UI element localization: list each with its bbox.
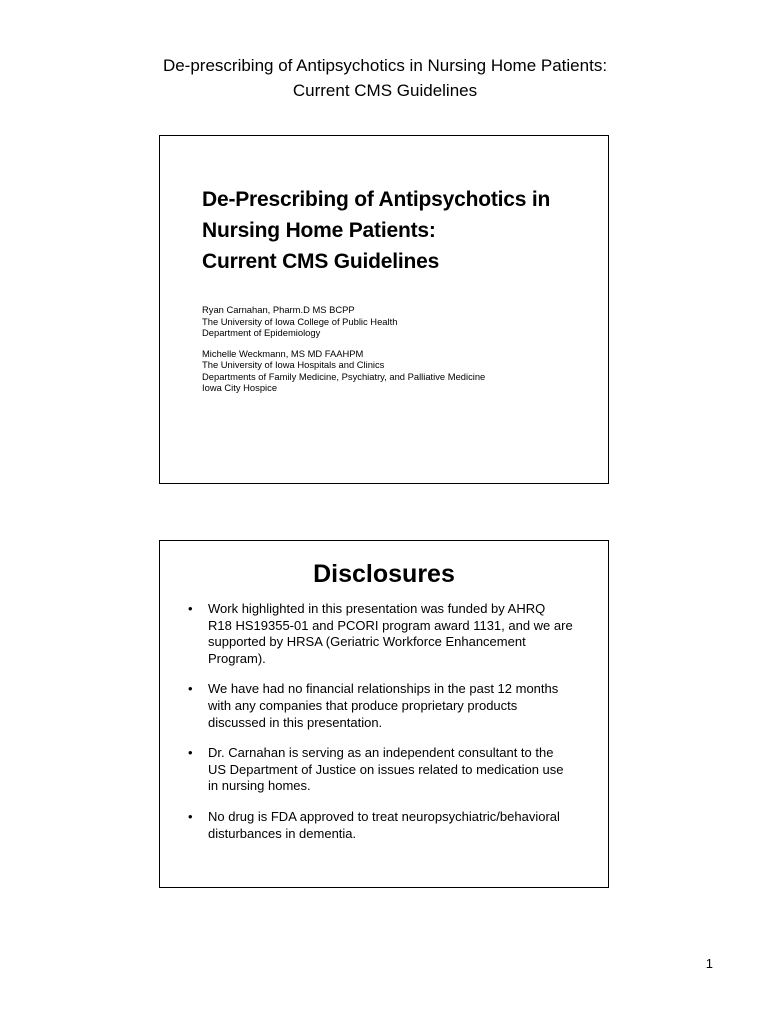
- page-header: [0, 53, 770, 103]
- page-number: 1: [705, 956, 713, 971]
- slide-1-title-line-2: Nursing Home Patients:: [202, 219, 436, 242]
- page-header-line-1: De-prescribing of Antipsychotics in Nursing Home Patients:: [162, 56, 608, 75]
- disclosure-item-4-line-2: disturbances in dementia.: [208, 825, 357, 841]
- disclosure-item-3-line-2: US Department of Justice on issues related to medication use: [208, 761, 564, 777]
- author-2-affiliation-1: The University of Iowa Hospitals and Clinics: [202, 359, 385, 370]
- disclosure-item-2-line-2: with any companies that produce proprietary products: [208, 697, 518, 713]
- author-1-affiliation-1: The University of Iowa College of Public Health: [202, 315, 398, 327]
- bullet-dot-icon: •: [188, 601, 193, 616]
- slide-1-title-line-1: De-Prescribing of Antipsychotics in: [202, 188, 551, 211]
- disclosure-item-1: [188, 601, 598, 667]
- author-1-affiliation-2: Department of Epidemiology: [202, 327, 321, 338]
- page-header-line-2: Current CMS Guidelines: [292, 81, 478, 100]
- disclosure-item-1-line-1: Work highlighted in this presentation was funded by AHRQ: [208, 601, 546, 616]
- slide-1-title-slide: [159, 135, 609, 484]
- slide-1-title: [202, 184, 550, 277]
- bullet-dot-icon: •: [188, 681, 193, 697]
- slide-2-disclosures: [159, 540, 609, 888]
- disclosure-item-2-line-1: We have had no financial relationships in the past 12 months: [208, 681, 559, 697]
- author-2-name: Michelle Weckmann, MS MD FAAHPM: [202, 347, 364, 359]
- disclosure-item-2-line-3: discussed in this presentation.: [208, 714, 383, 730]
- author-1: [202, 304, 485, 339]
- disclosure-item-1-line-3: supported by HRSA (Geriatric Workforce Enhancement: [208, 634, 526, 650]
- disclosure-item-1-line-2: R18 HS19355-01 and PCORI program award 1131, and we are: [208, 617, 573, 633]
- disclosure-item-3: [188, 745, 598, 795]
- disclosure-list: [188, 601, 598, 856]
- bullet-dot-icon: •: [188, 808, 193, 824]
- disclosure-item-3-line-3: in nursing homes.: [208, 778, 311, 794]
- bullet-dot-icon: •: [188, 745, 193, 761]
- author-1-name: Ryan Carnahan, Pharm.D MS BCPP: [202, 304, 355, 315]
- author-2-affiliation-3: Iowa City Hospice: [202, 382, 278, 393]
- disclosure-item-3-line-1: Dr. Carnahan is serving as an independent consultant to the: [208, 745, 554, 761]
- slide-1-title-line-3: Current CMS Guidelines: [202, 250, 440, 273]
- author-2-affiliation-2: Departments of Family Medicine, Psychiatry, and Palliative Medicine: [202, 370, 486, 382]
- disclosure-item-4-line-1: No drug is FDA approved to treat neuropsychiatric/behavioral: [208, 808, 560, 824]
- author-2: [202, 348, 485, 394]
- slide-2-title: Disclosures: [313, 560, 455, 588]
- author-block: [202, 304, 485, 403]
- disclosure-item-1-line-4: Program).: [208, 650, 266, 666]
- disclosure-item-4: [188, 809, 598, 842]
- disclosure-item-2: [188, 681, 598, 731]
